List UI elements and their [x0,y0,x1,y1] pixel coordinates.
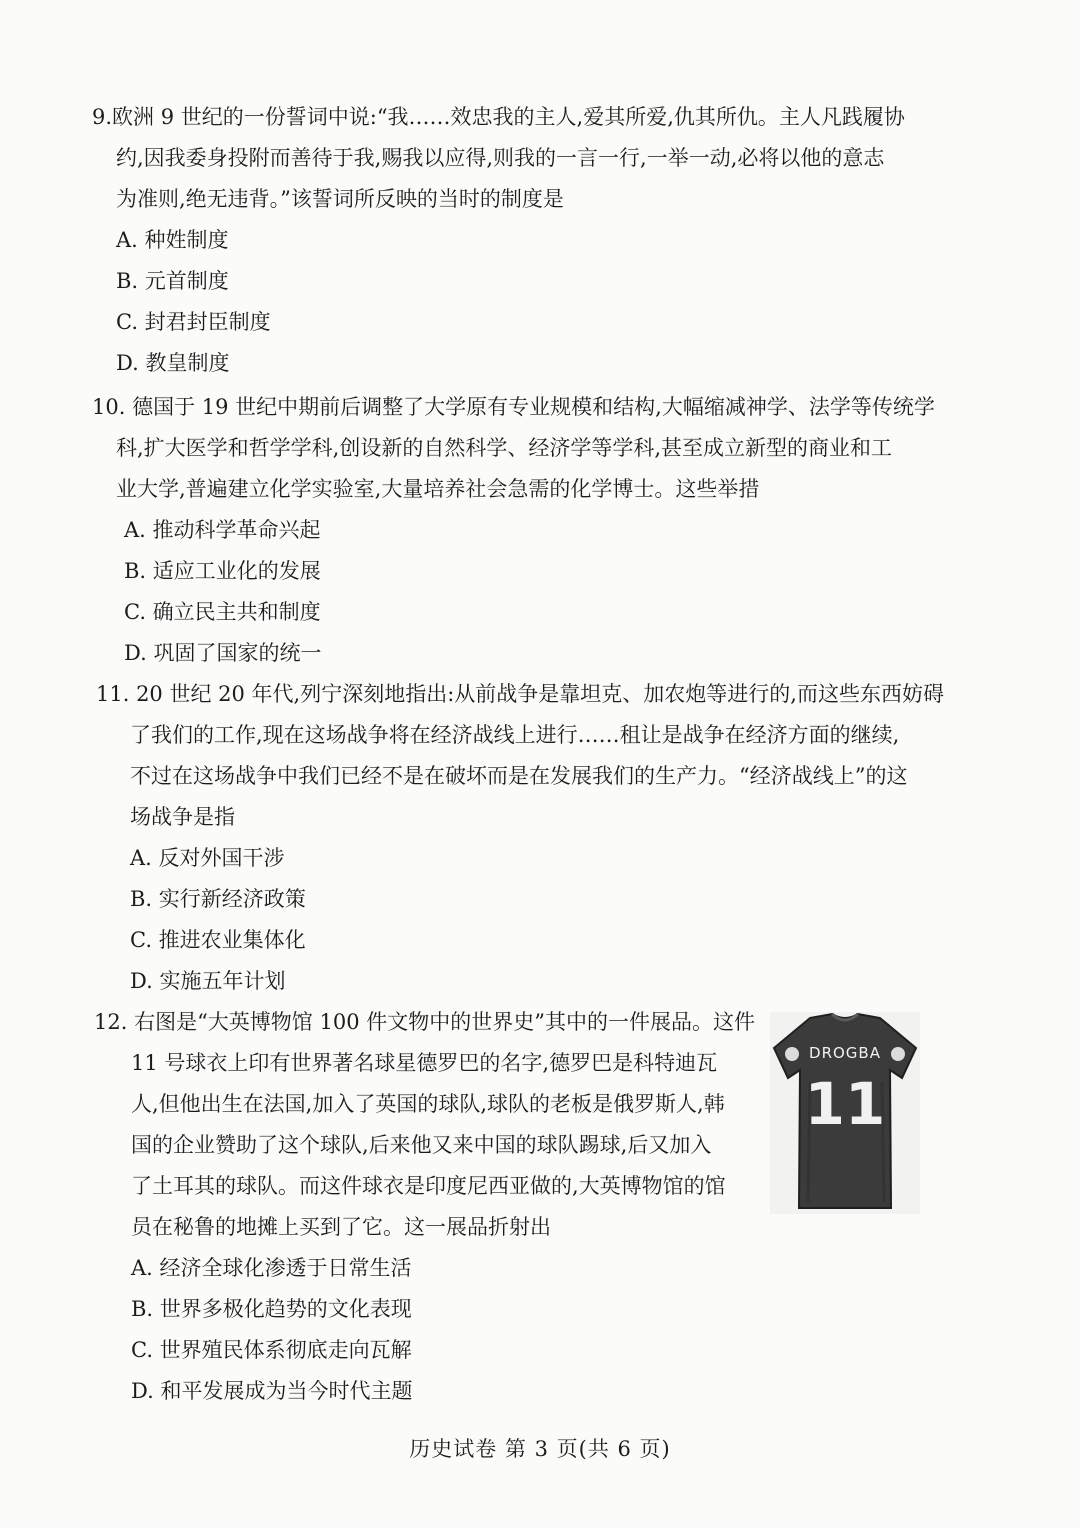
option-a: A. 反对外国干涉 [130,846,285,870]
stem-line: 为准则,绝无违背。”该誓词所反映的当时的制度是 [116,187,564,211]
football-jersey-icon [770,1012,920,1214]
stem-line: 9.欧洲 9 世纪的一份誓词中说:“我……效忠我的主人,爱其所爱,仇其所仇。主人凡践履协 [92,105,905,129]
stem-line: 10. 德国于 19 世纪中期前后调整了大学原有专业规模和结构,大幅缩减神学、法学等传统学 [92,395,935,419]
left-sleeve-badge [785,1047,799,1061]
option-d: D. 和平发展成为当今时代主题 [131,1379,413,1403]
stem-line: 11 号球衣上印有世界著名球星德罗巴的名字,德罗巴是科特迪瓦 [131,1051,718,1075]
answer-options [0,838,1080,1002]
option-b: B. 实行新经济政策 [130,887,306,911]
question-stem [0,97,1080,220]
option-c: C. 封君封臣制度 [116,310,271,334]
answer-options [0,220,1080,384]
option-b: B. 元首制度 [116,269,229,293]
right-sleeve-badge [891,1047,905,1061]
option-d: D. 实施五年计划 [130,969,286,993]
shirt-number: 11 [804,1070,886,1138]
stem-line: 约,因我委身投附而善待于我,赐我以应得,则我的一言一行,一举一动,必将以他的意志 [116,146,885,170]
shirt-name: DROGBA [809,1044,881,1062]
option-a: A. 推动科学革命兴起 [124,518,321,542]
stem-line: 科,扩大医学和哲学学科,创设新的自然科学、经济学等学科,甚至成立新型的商业和工 [116,436,893,460]
stem-line: 11. 20 世纪 20 年代,列宁深刻地指出:从前战争是靠坦克、加农炮等进行的,而这些东西妨碍 [96,682,944,706]
answer-options [0,510,1080,674]
option-b: B. 适应工业化的发展 [124,559,321,583]
drogba-jersey-photo [770,1012,920,1214]
question-9 [0,97,1080,384]
stem-line: 业大学,普遍建立化学实验室,大量培养社会急需的化学博士。这些举措 [116,477,760,501]
page-footer: 历史试卷 第 3 页(共 6 页) [409,1437,671,1461]
option-d: D. 教皇制度 [116,351,230,375]
option-c: C. 推进农业集体化 [130,928,306,952]
option-b: B. 世界多极化趋势的文化表现 [131,1297,412,1321]
question-11 [0,674,1080,1002]
answer-options [0,1248,1080,1412]
option-c: C. 世界殖民体系彻底走向瓦解 [131,1338,412,1362]
option-c: C. 确立民主共和制度 [124,600,321,624]
question-stem [0,674,1080,838]
stem-line: 12. 右图是“大英博物馆 100 件文物中的世界史”其中的一件展品。这件 [94,1010,755,1034]
stem-line: 了我们的工作,现在这场战争将在经济战线上进行……租让是战争在经济方面的继续, [130,723,900,747]
option-a: A. 经济全球化渗透于日常生活 [131,1256,412,1280]
stem-line: 了土耳其的球队。而这件球衣是印度尼西亚做的,大英博物馆的馆 [131,1174,726,1198]
question-stem [0,387,1080,510]
stem-line: 不过在这场战争中我们已经不是在破坏而是在发展我们的生产力。“经济战线上”的这 [130,764,908,788]
option-d: D. 巩固了国家的统一 [124,641,322,665]
stem-line: 国的企业赞助了这个球队,后来他又来中国的球队踢球,后又加入 [131,1133,712,1157]
stem-line: 员在秘鲁的地摊上买到了它。这一展品折射出 [131,1215,551,1239]
option-a: A. 种姓制度 [116,228,229,252]
stem-line: 场战争是指 [130,805,235,829]
stem-line: 人,但他出生在法国,加入了英国的球队,球队的老板是俄罗斯人,韩 [131,1092,725,1116]
question-10 [0,387,1080,674]
